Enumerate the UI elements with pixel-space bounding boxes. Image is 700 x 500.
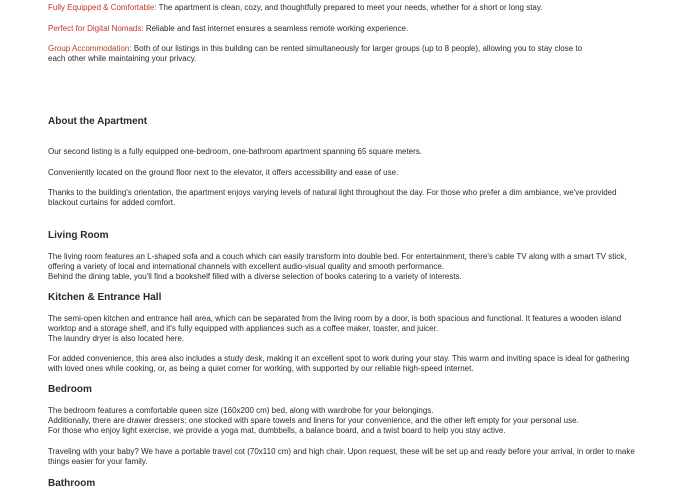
- bedroom-paragraph: [48, 406, 676, 436]
- text-line: Thanks to the building's orientation, the apartment enjoys varying levels of natural light throughout the day. For those who prefer a dim ambiance, we've provided: [48, 188, 617, 197]
- bedroom-heading: Bedroom: [48, 384, 92, 395]
- text-line: The bedroom features a comfortable queen size (160x200 cm) bed, along with wardrobe for your belongings.: [48, 406, 434, 415]
- text-line: blackout curtains for added comfort.: [48, 198, 176, 207]
- text-line: things easier for your family.: [48, 457, 148, 466]
- bedroom-paragraph-baby: [48, 447, 676, 467]
- highlight-label: Group Accommodation:: [48, 44, 132, 53]
- text-line: worktop and a storage shelf, and it's fully equipped with appliances such as a coffee maker, toaster, and juicer.: [48, 324, 439, 333]
- highlight-text: Reliable and fast internet ensures a seamless remote working experience.: [143, 24, 409, 33]
- highlight-text: Both of our listings in this building can be rented simultaneously for larger groups (up to 8 people), allowing you to stay close to: [131, 44, 583, 53]
- highlight-label: Perfect for Digital Nomads:: [48, 24, 144, 33]
- living-room-heading: Living Room: [48, 230, 109, 241]
- highlight-text: The apartment is clean, cozy, and thoughtfully prepared to meet your needs, whether for a short or long stay.: [156, 3, 543, 12]
- text-line: Traveling with your baby? We have a portable travel cot (70x110 cm) and high chair. Upon request, these will be set up and ready before your arrival, in order to make: [48, 447, 635, 456]
- text-line: For added convenience, this area also includes a study desk, making it an excellent spot to work during your stay. This warm and inviting space is ideal for gathering: [48, 354, 630, 363]
- text-line: Additionally, there are drawer dressers: one stocked with spare towels and linens for your convenience, and the other left empty for your personal use.: [48, 416, 579, 425]
- text-line: offering a variety of local and international channels with excellent audio-visual quality and smooth performance.: [48, 262, 445, 271]
- text-line: For those who enjoy light exercise, we provide a yoga mat, dumbbells, a balance board, and a twist board to help you stay active.: [48, 426, 506, 435]
- about-heading: About the Apartment: [48, 116, 148, 127]
- highlight-text-continued: each other while maintaining your privacy.: [48, 54, 197, 63]
- text-line: The semi-open kitchen and entrance hall area, which can be separated from the living room by a door, is both spacious and functional. It features a wooden island: [48, 314, 622, 323]
- highlight-fully-equipped: [48, 3, 676, 13]
- highlight-group-accommodation: [48, 44, 676, 64]
- kitchen-heading: Kitchen & Entrance Hall: [48, 292, 162, 303]
- about-paragraph-location: Conveniently located on the ground floor next to the elevator, it offers accessibility and ease of use.: [48, 168, 399, 177]
- text-line: The living room features an L-shaped sofa and a couch which can easily transform into double bed. For entertainment, there's cable TV along with a smart TV stick,: [48, 252, 627, 261]
- highlight-digital-nomads: [48, 24, 676, 34]
- text-line: Behind the dining table, you'll find a bookshelf filled with a diverse selection of books catering to a variety of interests.: [48, 272, 462, 281]
- kitchen-paragraph-desk: [48, 354, 676, 374]
- about-paragraph-size: Our second listing is a fully equipped one-bedroom, one-bathroom apartment spanning 65 square meters.: [48, 147, 422, 156]
- about-paragraph-light: [48, 188, 676, 208]
- text-line: The laundry dryer is also located here.: [48, 334, 185, 343]
- kitchen-paragraph: [48, 314, 676, 344]
- text-line: with loved ones while cooking, or, as being a quiet corner for working, with supported by our reliable high-speed internet.: [48, 364, 474, 373]
- bathroom-heading: Bathroom: [48, 478, 96, 489]
- highlight-label: Fully Equipped & Comfortable:: [48, 3, 157, 12]
- living-room-paragraph: [48, 252, 676, 282]
